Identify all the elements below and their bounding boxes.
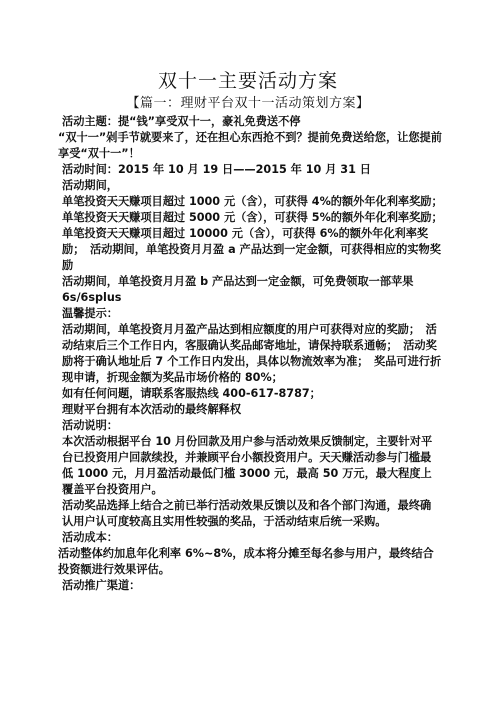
paragraph-channels-heading: 活动推广渠道： [62,579,141,592]
paragraph-rights: 理财平台拥有本次活动的最终解释权 [62,403,242,416]
paragraph-period: 活动期间， [62,179,118,192]
paragraph-intro: “双十一”剁手节就要来了，还在担心东西抢不到？提前免费送给您，让您提前享受“双十一”！ [58,131,442,160]
paragraph-theme: 活动主题：提“钱”享受双十一，豪礼免费送不停 [62,115,301,128]
paragraph-tips: 活动期间，单笔投资月月盈产品达到相应额度的用户可获得对应的奖励； 活动结束后三个工作日内，客服确认奖品邮寄地址，请保持联系通畅； 活动奖励将于确认地址后 7 个工作日内发出，具体以物流效率为准； 奖品可进行折现申请，折现金额为奖品市场价格的 80%； [62,323,442,384]
paragraph-rewards: 单笔投资天天赚项目超过 1000 元（含），可获得 4%的额外年化利率奖励； 单笔投资天天赚项目超过 5000 元（含），可获得 5%的额外年化利率奖励； 单笔投资天天赚项目超过 10000 元（含），可获得 6%的额外年化利率奖励； 活动期间，单笔投资月月盈 a 产品达到一定金额，可获得相应的实物奖励 [62,195,449,272]
document-body [58,114,449,594]
paragraph-cost-heading: 活动成本： [62,531,118,544]
paragraph-notes-heading: 活动说明： [62,419,118,432]
paragraph-prizes: 活动奖品选择上结合之前已举行活动效果反馈以及和各个部门沟通，最终确认用户认可度较高且实用性较强的奖品，于活动结束后统一采购。 [62,499,432,528]
document-title: 双十一主要活动方案 [157,70,338,92]
paragraph-iphone: 活动期间，单笔投资月月盈 b 产品达到一定金额，可免费领取一部苹果 6s/6splus [62,275,414,304]
paragraph-tips-heading: 温馨提示： [62,307,118,320]
paragraph-notes: 本次活动根据平台 10 月份回款及用户参与活动效果反馈制定，主要针对平台已投资用户回款续投，并兼顾平台小额投资用户。天天赚活动参与门槛最低 1000 元，月月盈活动最低门槛 3000 元，最高 50 万元，最大程度上覆盖平台投资用户。 [62,435,433,496]
paragraph-hotline: 如有任何问题，请联系客服热线 400-617-8787； [62,387,321,400]
document-subtitle: 【篇一：理财平台双十一活动策划方案】 [126,96,370,111]
paragraph-cost: 活动整体约加息年化利率 6%~8%，成本将分摊至每名参与用户，最终结合投资额进行效果评估。 [58,547,434,576]
paragraph-time: 活动时间：2015 年 10 月 19 日——2015 年 10 月 31 日 [62,163,371,176]
